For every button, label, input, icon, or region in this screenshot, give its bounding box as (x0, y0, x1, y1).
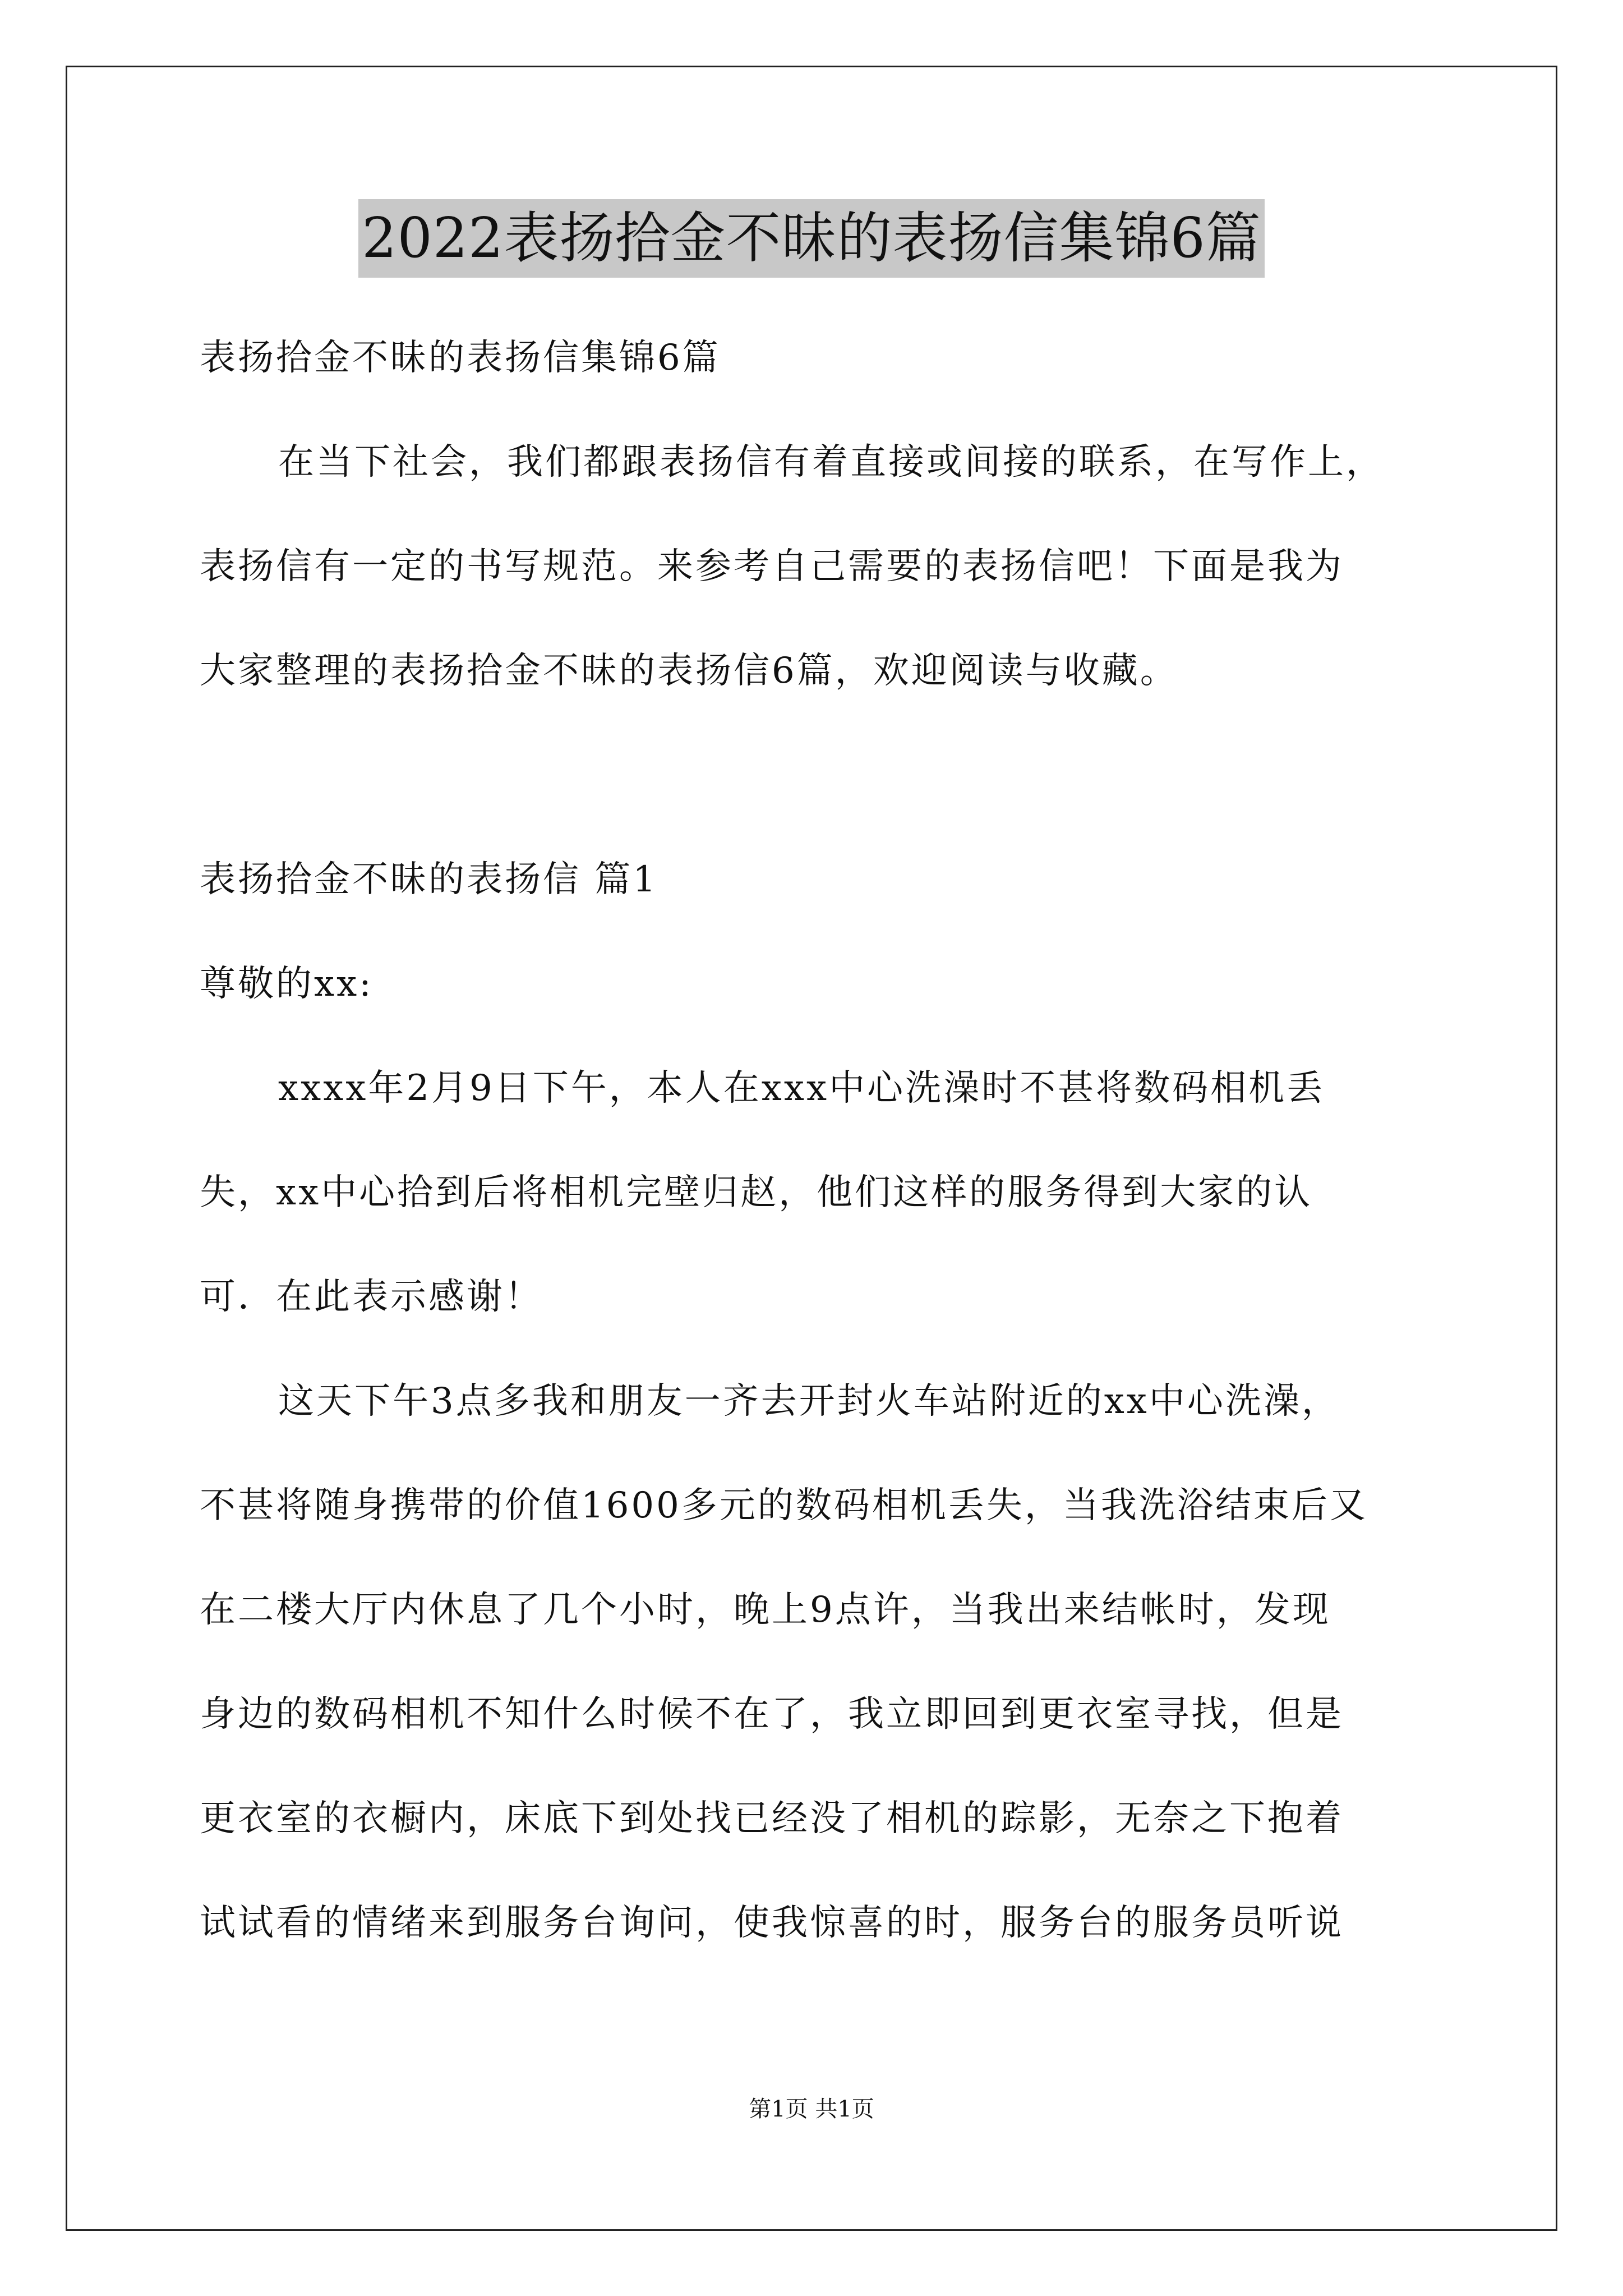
paragraph-line: 这天下午3点多我和朋友一齐去开封火车站附近的xx中心洗澡， (278, 1381, 1340, 1422)
intro-line: 在当下社会，我们都跟表扬信有着直接或间接的联系，在写作上， (278, 441, 1384, 483)
page-footer: 第1页 共1页 (749, 2096, 874, 2122)
paragraph-line: 身边的数码相机不知什么时候不在了，我立即回到更衣室寻找，但是 (200, 1694, 1344, 1735)
document-body (200, 306, 1450, 1975)
paragraph-line: 在二楼大厅内休息了几个小时，晚上9点许，当我出来结帐时，发现 (200, 1589, 1331, 1631)
intro-line: 大家整理的表扬拾金不昧的表扬信6篇，欢迎阅读与收藏。 (200, 650, 1178, 692)
salutation: 尊敬的xx: (200, 963, 374, 1005)
document-subtitle: 表扬拾金不昧的表扬信集锦6篇 (200, 337, 721, 379)
paragraph-gap (200, 723, 1450, 827)
paragraph-line: 更衣室的衣橱内，床底下到处找已经没了相机的踪影，无奈之下抱着 (200, 1798, 1344, 1839)
document-title: 2022表扬拾金不昧的表扬信集锦6篇 (358, 199, 1265, 278)
title-container (0, 199, 1623, 278)
paragraph-line: xxxx年2月9日下午，本人在xxx中心洗澡时不甚将数码相机丢 (278, 1068, 1325, 1109)
section-heading: 表扬拾金不昧的表扬信 篇1 (200, 859, 658, 900)
intro-line: 表扬信有一定的书写规范。来参考自己需要的表扬信吧！下面是我为 (200, 546, 1344, 587)
paragraph-line: 不甚将随身携带的价值1600多元的数码相机丢失，当我洗浴结束后又 (200, 1485, 1368, 1526)
paragraph-line: 可．在此表示感谢！ (200, 1276, 543, 1318)
paragraph-line: 失，xx中心拾到后将相机完壁归赵，他们这样的服务得到大家的认 (200, 1172, 1313, 1213)
paragraph-line: 试试看的情绪来到服务台询问，使我惊喜的时，服务台的服务员听说 (200, 1902, 1344, 1944)
